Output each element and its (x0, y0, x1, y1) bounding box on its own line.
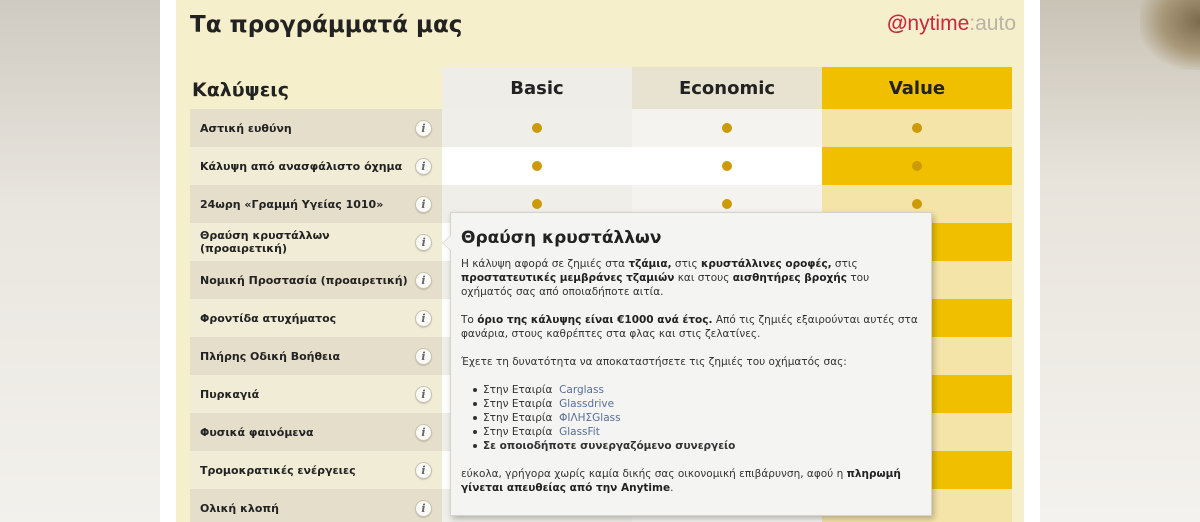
coverage-label-cell (190, 147, 442, 185)
coverage-label: Νομική Προστασία (προαιρετική) (200, 273, 408, 287)
coverage-included-dot (722, 123, 732, 133)
partner-link-glassdrive[interactable]: Glassdrive (559, 398, 615, 410)
coverage-label-cell (190, 185, 442, 223)
coverages-heading: Καλύψεις (190, 67, 442, 109)
coverage-included-dot (722, 161, 732, 171)
plan-economic-cell (632, 147, 822, 185)
coverage-included-dot (912, 199, 922, 209)
tt-p1-bold: τζάμια, (628, 258, 672, 270)
coverage-label: Φυσικά φαινόμενα (200, 425, 314, 439)
tooltip-paragraph-2 (461, 313, 921, 341)
info-icon[interactable]: i (415, 120, 432, 137)
coverage-label: Φροντίδα ατυχήματος (200, 311, 337, 325)
anytime-auto-logo[interactable] (887, 12, 1016, 36)
coverage-label-cell (190, 375, 442, 413)
coverage-label-cell (190, 223, 442, 261)
coverage-label-cell (190, 109, 442, 147)
page-title: Τα προγράμματά μας (190, 12, 463, 38)
tt-p1-bold: προστατευτικές μεμβράνες τζαμιών (461, 272, 675, 284)
coverage-label: Ολική κλοπή (200, 501, 279, 515)
info-icon[interactable]: i (415, 272, 432, 289)
info-icon[interactable]: i (415, 158, 432, 175)
list-item: Στην Εταιρία Carglass (473, 383, 921, 397)
coverage-included-dot (532, 123, 542, 133)
partner-list (461, 383, 921, 453)
partner-link-filisglass[interactable]: ΦΙΛΗΣGlass (559, 412, 621, 424)
tt-p4-text: εύκολα, γρήγορα χωρίς καμία δικής σας οικονομική επιβάρυνση, αφού η (461, 468, 847, 480)
logo-separator: : (969, 12, 976, 35)
table-header (190, 67, 1014, 109)
plan-basic-cell (442, 147, 632, 185)
info-icon[interactable]: i (415, 500, 432, 517)
coverage-label: 24ωρη «Γραμμή Υγείας 1010» (200, 197, 384, 211)
coverage-label: Τρομοκρατικές ενέργειες (200, 463, 356, 477)
info-icon[interactable]: i (415, 424, 432, 441)
logo-suffix: auto (975, 12, 1016, 35)
info-icon[interactable]: i (415, 234, 432, 251)
tt-p2-text: Το (461, 314, 478, 326)
coverage-included-dot (532, 161, 542, 171)
coverage-label: Πλήρης Οδική Βοήθεια (200, 349, 341, 363)
coverage-included-dot (912, 123, 922, 133)
tt-p1-text: στις (831, 258, 858, 270)
plan-economic-header: Economic (632, 67, 822, 109)
coverage-label-cell (190, 261, 442, 299)
list-item: Στην Εταιρία Glassdrive (473, 397, 921, 411)
coverage-label-cell (190, 299, 442, 337)
list-item (473, 439, 921, 453)
tt-p2-bold: όριο της κάλυψης είναι €1000 ανά έτος. (477, 314, 713, 326)
tt-p1-text: Η κάλυψη αφορά σε ζημιές στα (461, 258, 629, 270)
coverage-label: Αστική ευθύνη (200, 121, 292, 135)
coverage-label-cell (190, 489, 442, 522)
coverage-label: Κάλυψη από ανασφάλιστο όχημα (200, 159, 403, 173)
tt-p4-bold: πληρωμή γίνεται απευθείας από την Anytime (461, 468, 901, 494)
tt-p1-text: του οχήματός σας από οποιαδήποτε αιτία. (461, 272, 870, 298)
info-icon[interactable]: i (415, 462, 432, 479)
plan-economic-cell (632, 109, 822, 147)
coverage-label: Θραύση κρυστάλλων (προαιρετική) (200, 229, 330, 255)
glass-breakage-tooltip (450, 212, 932, 516)
partner-link-carglass[interactable]: Carglass (559, 384, 604, 396)
tt-p1-bold: κρυστάλλινες οροφές, (700, 258, 832, 270)
background-right (1040, 0, 1200, 522)
coverage-included-dot (532, 199, 542, 209)
plan-value-cell (822, 109, 1012, 147)
info-icon[interactable]: i (415, 196, 432, 213)
logo-brand: nytime (907, 12, 970, 35)
coverage-label-cell (190, 451, 442, 489)
plan-basic-header: Basic (442, 67, 632, 109)
coverage-label-cell (190, 337, 442, 375)
coverage-included-dot (722, 199, 732, 209)
tooltip-paragraph-4 (461, 467, 921, 495)
tooltip-paragraph-3: Έχετε τη δυνατότητα να αποκαταστήσετε τις ζημιές του οχήματός σας: (461, 356, 847, 368)
tt-p1-text: και στους (674, 272, 733, 284)
plan-basic-cell (442, 109, 632, 147)
background-left (0, 0, 160, 522)
info-icon[interactable]: i (415, 310, 432, 327)
tt-p1-bold: αισθητήρες βροχής (732, 272, 848, 284)
list-item: Στην Εταιρία GlassFit (473, 425, 921, 439)
plan-value-header: Value (822, 67, 1012, 109)
coverage-label-cell (190, 413, 442, 451)
plan-value-cell (822, 147, 1012, 185)
tt-p1-text: στις (671, 258, 701, 270)
info-icon[interactable]: i (415, 386, 432, 403)
partner-link-glassfit[interactable]: GlassFit (559, 426, 600, 438)
table-row (190, 109, 1014, 147)
tooltip-paragraph-1 (461, 257, 921, 299)
table-row (190, 147, 1014, 185)
list-item: Στην Εταιρία ΦΙΛΗΣGlass (473, 411, 921, 425)
info-icon[interactable]: i (415, 348, 432, 365)
partner-any-workshop: Σε οποιοδήποτε συνεργαζόμενο συνεργείο (483, 440, 736, 452)
tt-p2-text: Από τις ζημιές εξαιρούνται αυτές στα φανάρια, στους καθρέπτες στα φλας και στις ζελατίνες. (461, 314, 918, 340)
coverage-included-dot (912, 161, 922, 171)
logo-at: @ (886, 12, 908, 35)
tooltip-title: Θραύση κρυστάλλων (461, 228, 662, 248)
tt-p4-text: . (670, 482, 674, 494)
coverage-label: Πυρκαγιά (200, 387, 260, 401)
